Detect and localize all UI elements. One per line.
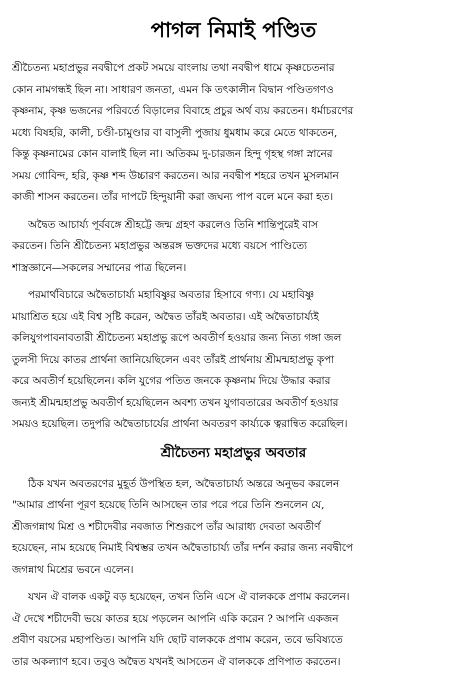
text-line: কলিযুগপাবনাবতারী শ্রীচৈতন্য মহাপ্রভু রূপে অবতীর্ণ হওয়ার জন্য নিত্য গঙ্গা জল	[12, 332, 342, 344]
text-line: শাস্ত্রজ্ঞানে—সকলের সম্মানের পাত্র ছিলেন।	[12, 261, 187, 274]
text-line: শ্রীজগন্নাথ মিশ্র ও শচীদেবীর নবজাত শিশুরূপে তাঁর আরাধ্য দেবতা অবতীর্ণ	[12, 520, 321, 533]
text-line: কিন্তু কৃষ্ণনামের কোন বালাই ছিল না। অতিকম দু-চারজন হিন্দু গৃহস্থ গঙ্গা স্নানের	[12, 148, 333, 160]
paragraph-advaita	[12, 215, 455, 280]
text-line: তার অকল্যাণ হবে। তবুও অদ্বৈত যখনই আসতেন ঐ বালককে প্রণিপাত করতেন।	[12, 655, 341, 668]
text-line: জগন্নাথ মিশ্রের ভবনে এলেন।	[12, 563, 134, 576]
text-line: সময় গোবিন্দ, হরি, কৃষ্ণ শব্দ উচ্চারণ করতেন। আর নবদ্বীপ শহরে তখন মুসলমান	[12, 169, 339, 182]
text-line: সময়ও হয়েছিল। তদুপরি অদ্বৈতাচার্যের প্রার্থনা অবতরণ কার্য্যকে ত্বরান্বিত করেছিল।	[12, 418, 348, 430]
text-line: পরমার্থবিচারে অদ্বৈতাচার্য্য মহাবিষ্ণুর অবতার হিসাবে গণ্য। যে মহাবিষ্ণু	[28, 289, 314, 301]
text-line: প্রবীণ বয়সের মহাপণ্ডিত। আপনি যদি ছোট বালককে প্রণাম করেন, তবে ভবিষ্যতে	[12, 634, 343, 646]
text-line: কাজী শাসন করতেন। তাঁর দাপটে হিন্দুয়ানী করা জঘন্য পাপ বলে মনে করা হত।	[12, 191, 334, 203]
paragraph-intro	[12, 58, 455, 209]
text-line: যখন ঐ বালক একটু বড় হয়েছেন, তখন তিনি এসে ঐ বালককে প্রণাম করলেন।	[28, 591, 350, 603]
paragraph-mahavishnu	[12, 285, 455, 436]
paragraph-descent	[12, 474, 455, 582]
text-line: "আমার প্রার্থনা পূরণ হয়েছে তিনি আসছেন তার পরে পরে তিনি শুনলেন যে,	[12, 499, 325, 511]
text-line: জন্যই শ্রীমন্মহাপ্রভু অবতীর্ণ হয়েছিলেন অবশ্য তখন যুগাবতারের অবতীর্ণ হওয়ার	[12, 396, 339, 409]
page-title: পাগল নিমাই পণ্ডিত	[150, 18, 317, 42]
text-line: মায়াশ্রিত হয়ে এই বিশ্ব সৃষ্টি করেন, অদ্বৈত তাঁরই অবতার। এই অদ্বৈতাচার্য্যই	[12, 310, 319, 323]
text-line: অদ্বৈত আচার্য্য পূর্ববঙ্গে শ্রীহট্টে জন্ম গ্রহণ করলেও তিনি শান্তিপুরেই বাস	[28, 218, 318, 231]
text-line: কৃষ্ণনাম, কৃষ্ণ ভজনের পরিবর্তে বিড়ালের বিবাহে প্রচুর অর্থ ব্যয় করতেন। ধর্মাচরণের	[12, 105, 354, 117]
paragraph-obeisance	[12, 587, 455, 673]
text-line: করতেন। তিনি শ্রীচৈতন্য মহাপ্রভুর অন্তরঙ্গ ভক্তদের মধ্যে বয়সে পাণ্ডিত্যে	[12, 240, 307, 252]
text-line: ঠিক যখন অবতরণের মুহূর্ত উপস্থিত হল, অদ্বৈতাচার্য্য অন্তরে অনুভব করলেন	[28, 477, 340, 490]
text-line: ঐ দেখে শচীদেবী ভয়ে কাতর হয়ে পড়লেন আপনি একি করেন ? আপনি একজন	[12, 612, 339, 625]
text-line: করে অবতীর্ণ হয়েছিলেন। কলি যুগের পতিত জনকে কৃষ্ণনাম দিয়ে উদ্ধার করার	[12, 375, 331, 387]
text-line: মধ্যে বিষহরি, কালী, চণ্ডী-চামুণ্ডার বা বাসুলী পুজায় ধুমধাম করে মেতে থাকতেন,	[12, 126, 338, 139]
text-line: হয়েছেন, নাম হয়েছে নিমাই বিশ্বম্ভর তখন অদ্বৈতাচার্য্য তাঁর দর্শন করার জন্য নবদ্বীপে	[12, 542, 353, 554]
text-line: তুলসী দিয়ে কাতর প্রার্থনা জানিয়েছিলেন এবং তাঁরই প্রার্থনায় শ্রীমন্মহাপ্রভু কৃপা	[12, 353, 335, 366]
section-heading: শ্রীচৈতন্য মহাপ্রভুর অবতার	[160, 444, 307, 461]
text-line: শ্রীচৈতন্য মহাপ্রভুর নবদ্বীপে প্রকট সময়ে বাংলায় তথা নবদ্বীপ ধামে কৃষ্ণচেতনার	[12, 62, 335, 74]
text-line: কোন নামগন্ধই ছিল না। সাধারণ জনতা, এমন কি তৎকালীন বিদ্বান পণ্ডিতগণও	[12, 83, 334, 96]
